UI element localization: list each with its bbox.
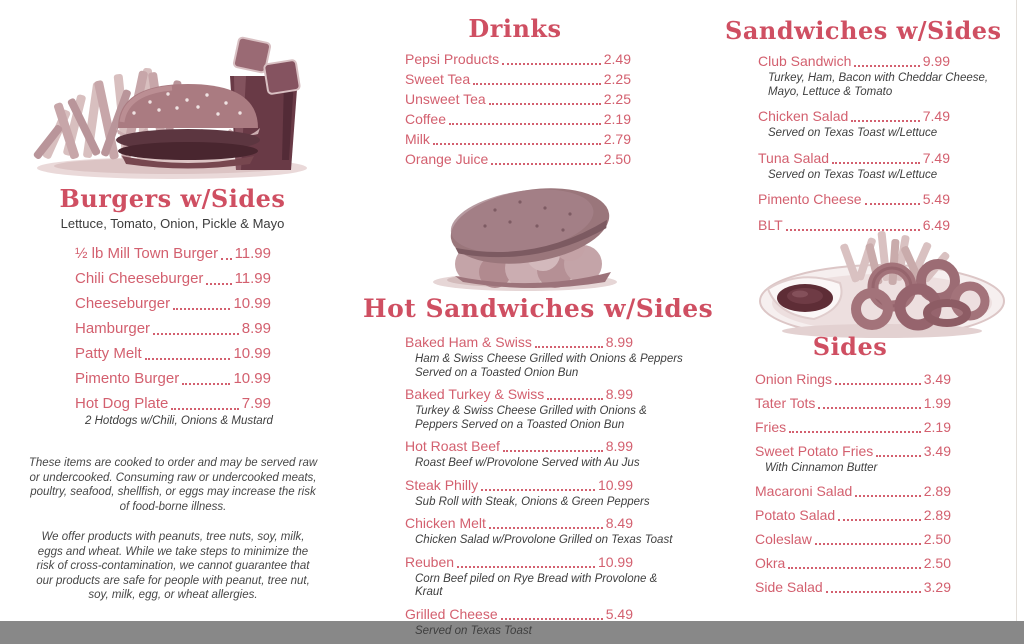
menu-item xyxy=(755,395,951,412)
dot-leader xyxy=(501,618,603,620)
menu-item xyxy=(75,395,271,429)
menu-item xyxy=(75,295,271,313)
item-description: Turkey & Swiss Cheese Grilled with Onions & Peppers Served on a Toasted Onion Bun xyxy=(415,405,647,431)
item-name: Pimento Cheese xyxy=(758,191,862,208)
menu-item xyxy=(758,53,989,99)
dot-leader xyxy=(145,358,231,360)
menu-item xyxy=(75,370,271,388)
item-name: Onion Rings xyxy=(755,371,833,388)
dot-leader xyxy=(206,283,231,285)
item-name: Hot Roast Beef xyxy=(405,438,500,455)
menu-item xyxy=(755,443,951,476)
item-name: Coleslaw xyxy=(755,530,812,547)
menu-item xyxy=(75,245,271,263)
item-name: Sweet Potato Fries xyxy=(755,443,874,460)
dot-leader xyxy=(457,566,595,568)
menu-item xyxy=(75,345,271,363)
item-description: Served on Texas Toast w/Lettuce xyxy=(768,127,938,140)
item-price: 2.50 xyxy=(923,554,951,571)
hot-sandwiches-item-list xyxy=(405,334,683,638)
item-description: Corn Beef piled on Rye Bread with Provolone & Kraut xyxy=(415,572,658,599)
item-name: Potato Salad xyxy=(755,506,836,523)
hot-sandwiches-title: Hot Sandwiches w/Sides xyxy=(363,294,714,323)
item-name: Milk xyxy=(405,131,430,148)
item-name: Chicken Salad xyxy=(758,108,849,125)
item-price: 2.49 xyxy=(603,51,631,68)
item-name: Sweet Tea xyxy=(405,71,471,88)
item-price: 2.50 xyxy=(923,530,951,547)
item-price: 11.99 xyxy=(234,245,271,263)
dot-leader xyxy=(503,450,603,452)
dot-leader xyxy=(876,455,920,457)
item-name: Cheeseburger xyxy=(75,295,171,313)
dot-leader xyxy=(854,65,919,67)
dot-leader xyxy=(788,567,920,569)
dot-leader xyxy=(815,543,921,545)
item-price: 2.79 xyxy=(603,131,631,148)
dot-leader xyxy=(171,408,238,410)
menu-item xyxy=(755,483,951,500)
item-price: 8.99 xyxy=(605,386,633,403)
dot-leader xyxy=(855,495,920,497)
section-burgers xyxy=(30,186,315,436)
menu-item xyxy=(755,419,951,436)
item-name: Patty Melt xyxy=(75,345,142,363)
item-price: 7.49 xyxy=(922,149,950,166)
dot-leader xyxy=(838,519,921,521)
item-description: Ham & Swiss Cheese Grilled with Onions & Peppers Served on a Toasted Onion Bun xyxy=(415,353,683,379)
sandwiches-title: Sandwiches w/Sides xyxy=(725,16,1002,45)
item-price: 2.50 xyxy=(603,151,631,168)
menu-item xyxy=(758,108,950,141)
menu-item xyxy=(405,438,640,471)
item-price: 2.89 xyxy=(923,506,951,523)
item-price: 3.49 xyxy=(923,443,951,460)
item-price: 2.19 xyxy=(603,111,631,128)
menu-item xyxy=(405,111,631,128)
item-price: 6.49 xyxy=(922,217,950,234)
dot-leader xyxy=(789,431,921,433)
item-name: Tater Tots xyxy=(755,395,816,412)
dot-leader xyxy=(832,162,920,164)
item-price: 8.99 xyxy=(241,320,271,338)
item-description: Chicken Salad w/Provolone Grilled on Texas Toast xyxy=(415,534,673,547)
item-description: Sub Roll with Steak, Onions & Green Peppers xyxy=(415,495,650,508)
item-name: ½ lb Mill Town Burger xyxy=(75,245,219,263)
item-price: 1.99 xyxy=(923,395,951,412)
item-name: Reuben xyxy=(405,553,455,570)
burgers-item-list xyxy=(75,245,271,429)
dot-leader xyxy=(182,383,230,385)
item-description: With Cinnamon Butter xyxy=(765,462,878,475)
menu-item xyxy=(405,131,631,148)
item-price: 2.25 xyxy=(603,71,631,88)
menu-item xyxy=(405,515,673,548)
item-price: 7.49 xyxy=(922,108,950,125)
sides-item-list xyxy=(755,371,951,596)
item-price: 2.89 xyxy=(923,482,951,499)
item-name: Pepsi Products xyxy=(405,51,500,68)
item-name: Hot Dog Plate xyxy=(75,395,169,413)
item-name: Orange Juice xyxy=(405,151,489,168)
item-name: Coffee xyxy=(405,111,446,128)
menu-item xyxy=(758,191,950,208)
item-price: 10.99 xyxy=(597,476,633,493)
menu-item xyxy=(405,151,631,168)
dot-leader xyxy=(449,123,601,125)
dot-leader xyxy=(221,258,231,260)
item-name: Unsweet Tea xyxy=(405,91,486,108)
item-name: Chili Cheeseburger xyxy=(75,270,204,288)
dot-leader xyxy=(502,63,601,65)
menu-item xyxy=(405,334,683,380)
burger-fries-drink-photo xyxy=(22,10,317,185)
menu-item xyxy=(405,476,650,510)
item-price: 8.99 xyxy=(605,334,633,351)
item-description: 2 Hotdogs w/Chili, Onions & Mustard xyxy=(85,415,273,428)
item-price: 8.99 xyxy=(605,438,633,455)
item-description: Served on Texas Toast w/Lettuce xyxy=(768,168,938,181)
menu-item xyxy=(75,270,271,288)
section-drinks xyxy=(370,16,660,171)
menu-item xyxy=(405,386,647,432)
item-price: 11.99 xyxy=(234,270,271,288)
disclaimer-block xyxy=(28,456,318,603)
item-price: 9.99 xyxy=(922,53,950,70)
item-price: 5.49 xyxy=(605,605,633,622)
menu-item xyxy=(755,531,951,548)
item-price: 7.99 xyxy=(241,395,271,413)
menu-item xyxy=(405,91,631,108)
dot-leader xyxy=(491,163,600,165)
menu-item xyxy=(405,553,658,600)
dot-leader xyxy=(818,407,920,409)
section-sides xyxy=(725,334,975,603)
section-hot-sandwiches xyxy=(363,294,714,644)
burgers-title: Burgers w/Sides xyxy=(59,184,286,213)
dot-leader xyxy=(153,333,239,335)
item-price: 3.29 xyxy=(923,578,951,595)
item-price: 3.49 xyxy=(923,371,951,388)
dot-leader xyxy=(535,346,603,348)
sides-title: Sides xyxy=(812,332,888,361)
item-price: 10.99 xyxy=(233,370,271,388)
dot-leader xyxy=(851,120,919,122)
dot-leader xyxy=(489,527,603,529)
item-name: Hamburger xyxy=(75,320,151,338)
dot-leader xyxy=(433,143,601,145)
item-name: Grilled Cheese xyxy=(405,605,498,622)
menu-item xyxy=(755,579,951,596)
menu-item xyxy=(755,371,951,388)
disclaimer-allergens: We offer products with peanuts, tree nuts, soy, milk, eggs and wheat. While we take steps to minimize the risk of cross-contamination, we cannot guarantee that our products are safe for people with peanut, tree nut, soy, milk, egg, or wheat allergies. xyxy=(36,531,310,601)
item-description: Served on Texas Toast xyxy=(415,624,532,637)
menu-item xyxy=(755,555,951,572)
item-price: 2.25 xyxy=(603,91,631,108)
menu-item xyxy=(405,71,631,88)
dot-leader xyxy=(865,203,920,205)
dot-leader xyxy=(489,103,601,105)
dot-leader xyxy=(826,591,921,593)
item-description: Roast Beef w/Provolone Served with Au Jus xyxy=(415,457,640,470)
scan-edge-line xyxy=(1016,0,1017,621)
onion-rings-fries-photo xyxy=(742,213,1012,339)
menu-item xyxy=(758,150,950,183)
menu-item xyxy=(405,606,633,639)
item-name: Macaroni Salad xyxy=(755,482,853,499)
drinks-title: Drinks xyxy=(468,14,562,43)
item-name: BLT xyxy=(758,217,783,234)
item-price: 10.99 xyxy=(233,295,271,313)
item-price: 10.99 xyxy=(597,553,633,570)
item-name: Fries xyxy=(755,419,787,436)
item-name: Club Sandwich xyxy=(758,53,852,70)
menu-item xyxy=(75,320,271,338)
menu-item xyxy=(755,507,951,524)
item-name: Steak Philly xyxy=(405,476,479,493)
item-price: 8.49 xyxy=(605,515,633,532)
drinks-item-list xyxy=(405,51,631,168)
dot-leader xyxy=(173,308,230,310)
disclaimer-cooked-to-order: These items are cooked to order and may be served raw or undercooked. Consuming raw or undercooked meats, poultry, seafood, shellfish, or eggs may increase the risk of food-borne illness. xyxy=(28,457,318,513)
dot-leader xyxy=(481,489,595,491)
burgers-subtitle: Lettuce, Tomato, Onion, Pickle & Mayo xyxy=(60,216,285,232)
sandwiches-item-list xyxy=(758,53,989,234)
item-price: 10.99 xyxy=(233,345,271,363)
item-name: Baked Turkey & Swiss xyxy=(405,386,545,403)
item-name: Okra xyxy=(755,554,786,571)
item-name: Tuna Salad xyxy=(758,149,830,166)
menu-item xyxy=(405,51,631,68)
item-price: 2.19 xyxy=(923,419,951,436)
dot-leader xyxy=(835,383,921,385)
item-name: Baked Ham & Swiss xyxy=(405,334,532,351)
hot-sandwich-photo xyxy=(425,180,643,294)
dot-leader xyxy=(473,83,601,85)
item-name: Side Salad xyxy=(755,578,823,595)
dot-leader xyxy=(547,398,602,400)
item-price: 5.49 xyxy=(922,191,950,208)
item-name: Chicken Melt xyxy=(405,515,486,532)
item-name: Pimento Burger xyxy=(75,370,180,388)
section-sandwiches xyxy=(725,16,1002,243)
item-description: Turkey, Ham, Bacon with Cheddar Cheese, Mayo, Lettuce & Tomato xyxy=(768,72,989,98)
